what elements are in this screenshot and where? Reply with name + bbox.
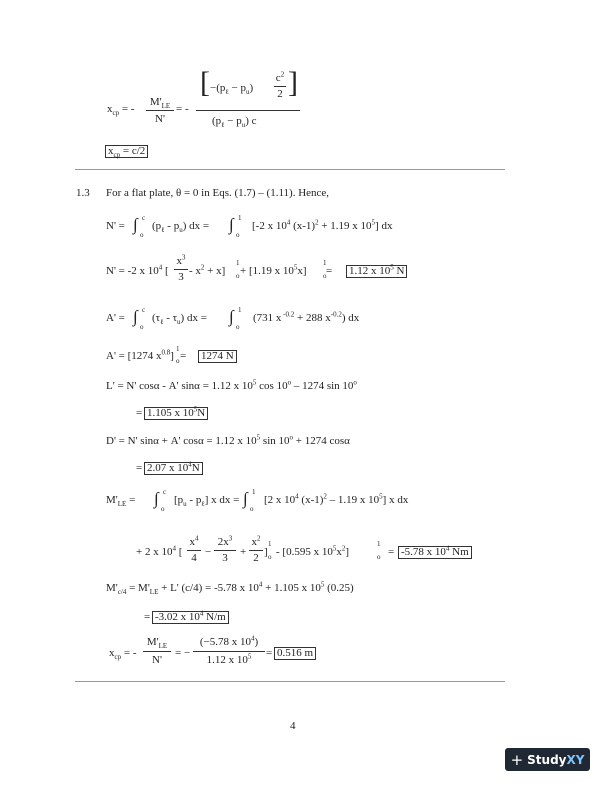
lift-answer-box: 1.105 x $10^5N$ — [144, 407, 208, 420]
problem-intro: For a flat plate, θ = 0 in Eqs. (1.7) – (1.11). Hence, — [106, 187, 330, 199]
upper-limit: 1 — [268, 540, 272, 548]
n-lhs: N' = — [106, 220, 125, 232]
n-rhs: [-2 x $10^4$ $(x-1)^2 + 1.19$ x $10^5$] dx — [252, 218, 393, 232]
n-res-mid: + [1.19 x $10^5x$] — [240, 263, 307, 277]
lift-equation: L' = N' cosα - A' sinα = 1.12 x $10^5$ cos 10$^o$ – 1274 sin 10$^o$ — [106, 378, 357, 392]
frac-num: $M'_{LE}$ — [146, 636, 168, 651]
lower-limit: o — [140, 323, 144, 331]
lower-limit: o — [161, 505, 165, 513]
integral-sign: ∫ — [154, 489, 159, 508]
upper-limit: 1 — [252, 488, 256, 496]
frac-bar — [214, 550, 236, 551]
eq-sign: = — [180, 350, 187, 362]
upper-limit: 1 — [236, 259, 240, 267]
frac-num: $2x^3$ — [217, 534, 233, 548]
frac-bar — [174, 269, 188, 270]
n-res-lhs: N' = -2 x $10^4$ [ — [106, 263, 169, 277]
upper-limit: 1 — [176, 345, 180, 353]
upper-limit: 1 — [377, 540, 381, 548]
page-number: 4 — [290, 720, 296, 732]
moment-le-answer-box: -5.78 x $10^4$ Nm — [398, 546, 472, 559]
frac-bar — [193, 651, 265, 652]
eq-sign: = — [136, 462, 143, 474]
a-mid: $(\tau_\ell - \tau_u)$ dx = — [152, 312, 207, 327]
frac-den: 2 — [253, 552, 259, 564]
upper-limit: c — [142, 214, 146, 222]
minus-sign: − — [205, 546, 212, 558]
xcp-lhs: $x_{cp}$ = - — [107, 103, 135, 118]
m-res-d: - [0.595 x $10^5x^2$] — [276, 544, 349, 558]
moment-quarter-chord-answer-box: -3.02 x $10^4$ N/m — [152, 611, 229, 624]
upper-limit: 1 — [238, 306, 242, 314]
section-divider-bottom — [75, 681, 505, 682]
frac-den: 3 — [222, 552, 228, 564]
c2-num: $c^2$ — [275, 70, 285, 84]
lower-limit: o — [323, 272, 327, 280]
c2-den: 2 — [277, 88, 283, 100]
big-num: $-(p_\ell - p_u)$ — [210, 82, 254, 97]
integral-sign: ∫ — [133, 307, 138, 326]
moment-quarter-chord-equation: $M'_{c/4} = M'_{LE} + L'$ (c/4) = -5.78 x $10^4 + 1.105$ x $10^5$ (0.25) — [106, 580, 354, 597]
m-rhs: [2 x $10^4$ $(x-1)^2 - 1.19$ x $10^5$] x dx — [264, 492, 409, 506]
drag-equation: D' = N' sinα + A' cosα = 1.12 x $10^5$ $\sin 10^o + 1274$ cosα — [106, 433, 350, 447]
lower-limit: o — [236, 323, 240, 331]
eq-sign: = — [144, 611, 151, 623]
frac-num: $x^3$ — [176, 253, 186, 267]
integral-sign: ∫ — [229, 307, 234, 326]
c2-bar — [274, 86, 286, 87]
eq-sign: = − — [175, 647, 191, 659]
frac-num: $x^2$ — [251, 534, 261, 548]
left-bracket: [ — [200, 66, 210, 99]
integral-sign: ∫ — [133, 215, 138, 234]
big-frac-bar — [196, 110, 300, 111]
lower-limit: o — [140, 231, 144, 239]
frac-den: N' — [152, 654, 162, 666]
integral-sign: ∫ — [229, 215, 234, 234]
frac-den: 3 — [178, 271, 184, 283]
plus-sign: + — [240, 546, 247, 558]
lower-limit: o — [268, 553, 272, 561]
normal-force-answer-box: 1.12 x $10^5$ N — [346, 265, 407, 278]
big-den: $(p_\ell - p_u)$ c — [212, 115, 257, 130]
xcp-lhs: $x_{cp}$ = - — [109, 647, 137, 662]
problem-number: 1.3 — [76, 187, 90, 199]
integral-sign: ∫ — [243, 489, 248, 508]
lower-limit: o — [176, 357, 180, 365]
right-bracket: ] — [288, 66, 298, 99]
frac-bar — [187, 550, 201, 551]
axial-force-answer-box: 1274 N — [198, 350, 237, 363]
upper-limit: 1 — [238, 214, 242, 222]
lower-limit: o — [236, 231, 240, 239]
frac-num: (−5.78 x $10^4$) — [199, 634, 259, 648]
drag-answer-box: 2.07 x $10^4N$ — [144, 462, 203, 475]
a-res: A' = [1274 $x^{0.8}$] — [106, 348, 174, 362]
upper-limit: 1 — [323, 259, 327, 267]
close-bracket: ] — [264, 546, 268, 558]
n-mid: $(p_\ell - p_u)$ dx = — [152, 220, 210, 235]
section-divider-top — [75, 169, 505, 170]
upper-limit: c — [163, 488, 167, 496]
m-lhs: $M'_{LE}$ = — [106, 494, 136, 509]
plus-icon: + — [510, 750, 524, 769]
lower-limit: o — [377, 553, 381, 561]
eq-sign: = — [136, 407, 143, 419]
center-of-pressure-answer-box: 0.516 m — [274, 647, 316, 660]
upper-limit: c — [142, 306, 146, 314]
n-res-tail: - $x^2 + x$] — [189, 263, 226, 277]
eq-sign: = - — [176, 103, 189, 115]
frac-num: $M'_{LE}$ — [149, 96, 171, 111]
frac-den: N' — [155, 113, 165, 125]
eq-sign: = — [326, 265, 333, 277]
frac-bar — [143, 651, 171, 652]
eq-sign: = — [388, 546, 395, 558]
frac-den: 4 — [191, 552, 197, 564]
m-res-a: + 2 x $10^4$ [ — [136, 544, 183, 558]
studyxy-logo[interactable] — [505, 748, 590, 771]
lower-limit: o — [250, 505, 254, 513]
frac-num: $x^4$ — [189, 534, 199, 548]
frac-bar — [249, 550, 263, 551]
m-mid: $[p_u - p_\ell]$ x dx = — [174, 494, 240, 509]
brand-name: StudyXY — [527, 752, 585, 767]
eq-sign: = — [266, 647, 273, 659]
a-lhs: A' = — [106, 312, 125, 324]
a-rhs: (731 x $^{-0.2}$ + 288 $x^{-0.2}$) dx — [253, 310, 360, 324]
frac-den: 1.12 x $10^5$ — [206, 652, 252, 666]
frac-bar — [146, 110, 174, 111]
xcp-result-box: $x_{cp} = c/2$ — [105, 145, 148, 158]
lower-limit: o — [236, 272, 240, 280]
